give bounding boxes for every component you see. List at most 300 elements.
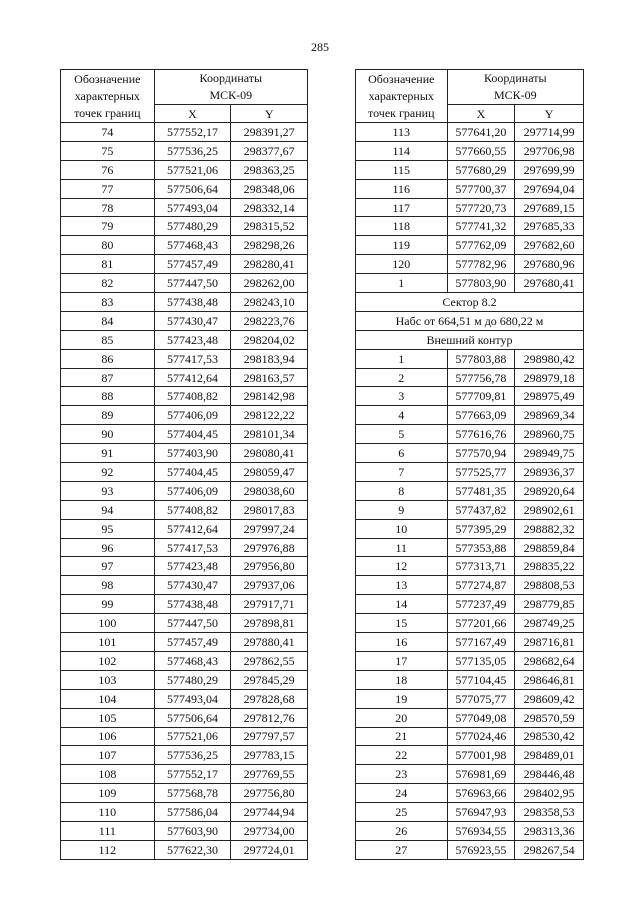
x-coordinate-cell: 577603,90 <box>154 821 231 840</box>
table-row <box>61 538 308 557</box>
point-header-line: Обозначение <box>368 71 435 86</box>
point-number-cell: 83 <box>61 293 155 312</box>
contour-label: Внешний контур <box>356 330 584 349</box>
y-coordinate-cell: 298570,59 <box>515 708 584 727</box>
x-coordinate-cell: 577412,64 <box>154 519 231 538</box>
x-coordinate-cell: 577417,53 <box>154 538 231 557</box>
y-coordinate-cell: 298059,47 <box>231 463 308 482</box>
table-row <box>61 557 308 576</box>
table-row <box>356 217 584 236</box>
y-coordinate-cell: 297769,55 <box>231 765 308 784</box>
x-coordinate-cell: 577481,35 <box>447 481 515 500</box>
table-row <box>61 368 308 387</box>
x-coordinate-cell: 577480,29 <box>154 217 231 236</box>
y-coordinate-cell: 298609,42 <box>515 689 584 708</box>
x-coordinate-cell: 576934,55 <box>447 821 515 840</box>
point-number-cell: 13 <box>356 576 448 595</box>
table-row <box>61 274 308 293</box>
x-coordinate-cell: 577423,48 <box>154 557 231 576</box>
x-coordinate-cell: 577641,20 <box>447 123 515 142</box>
point-number-cell: 100 <box>61 614 155 633</box>
table-row <box>356 651 584 670</box>
point-number-cell: 91 <box>61 444 155 463</box>
point-number-cell: 23 <box>356 765 448 784</box>
point-header-line: точек границ <box>368 105 435 120</box>
x-coordinate-cell: 577536,25 <box>154 141 231 160</box>
point-number-cell: 92 <box>61 463 155 482</box>
coordinates-header <box>154 70 307 105</box>
y-coordinate-cell: 298682,64 <box>515 651 584 670</box>
point-number-cell: 97 <box>61 557 155 576</box>
coordinates-header <box>447 70 583 105</box>
y-coordinate-cell: 297756,80 <box>231 784 308 803</box>
x-coordinate-cell: 577468,43 <box>154 651 231 670</box>
table-row <box>61 651 308 670</box>
table-row <box>61 293 308 312</box>
x-header: X <box>154 105 231 123</box>
x-coordinate-cell: 577417,53 <box>154 349 231 368</box>
y-coordinate-cell: 297682,60 <box>515 236 584 255</box>
y-coordinate-cell: 298835,22 <box>515 557 584 576</box>
table-row <box>356 160 584 179</box>
point-number-cell: 80 <box>61 236 155 255</box>
point-number-cell: 107 <box>61 746 155 765</box>
y-coordinate-cell: 297699,99 <box>515 160 584 179</box>
table-row <box>356 500 584 519</box>
x-coordinate-cell: 577049,08 <box>447 708 515 727</box>
table-row <box>356 784 584 803</box>
y-coordinate-cell: 297680,96 <box>515 255 584 274</box>
point-number-cell: 6 <box>356 444 448 463</box>
y-coordinate-cell: 298446,48 <box>515 765 584 784</box>
y-coordinate-cell: 297956,80 <box>231 557 308 576</box>
table-row <box>61 614 308 633</box>
coordinates-table-right <box>355 69 584 860</box>
point-number-cell: 84 <box>61 311 155 330</box>
point-number-cell: 108 <box>61 765 155 784</box>
x-coordinate-cell: 577001,98 <box>447 746 515 765</box>
point-number-cell: 85 <box>61 330 155 349</box>
table-row <box>61 311 308 330</box>
y-coordinate-cell: 298936,37 <box>515 463 584 482</box>
page-number: 285 <box>311 40 329 54</box>
point-number-cell: 110 <box>61 803 155 822</box>
y-coordinate-cell: 298975,49 <box>515 387 584 406</box>
y-coordinate-cell: 298530,42 <box>515 727 584 746</box>
y-coordinate-cell: 298080,41 <box>231 444 308 463</box>
table-row <box>356 576 584 595</box>
x-coordinate-cell: 577024,46 <box>447 727 515 746</box>
table-row <box>61 425 308 444</box>
table-row <box>356 746 584 765</box>
y-coordinate-cell: 298262,00 <box>231 274 308 293</box>
point-number-cell: 101 <box>61 633 155 652</box>
table-row <box>356 803 584 822</box>
point-number-cell: 88 <box>61 387 155 406</box>
x-coordinate-cell: 577570,94 <box>447 444 515 463</box>
point-number-cell: 24 <box>356 784 448 803</box>
y-coordinate-cell: 297976,88 <box>231 538 308 557</box>
y-coordinate-cell: 298969,34 <box>515 406 584 425</box>
point-number-cell: 76 <box>61 160 155 179</box>
x-coordinate-cell: 577741,32 <box>447 217 515 236</box>
x-coordinate-cell: 577408,82 <box>154 500 231 519</box>
point-number-cell: 9 <box>356 500 448 519</box>
y-coordinate-cell: 298163,57 <box>231 368 308 387</box>
y-coordinate-cell: 298122,22 <box>231 406 308 425</box>
x-coordinate-cell: 577167,49 <box>447 633 515 652</box>
table-row <box>356 727 584 746</box>
point-number-cell: 18 <box>356 670 448 689</box>
point-number-cell: 93 <box>61 481 155 500</box>
y-coordinate-cell: 297797,57 <box>231 727 308 746</box>
y-coordinate-cell: 298243,10 <box>231 293 308 312</box>
y-coordinate-cell: 298183,94 <box>231 349 308 368</box>
y-coordinate-cell: 298223,76 <box>231 311 308 330</box>
x-coordinate-cell: 577457,49 <box>154 255 231 274</box>
table-row <box>356 425 584 444</box>
table-row <box>356 557 584 576</box>
point-number-cell: 96 <box>61 538 155 557</box>
coordinates-header-title: Координаты <box>484 71 547 85</box>
right-table-body-top <box>356 123 584 293</box>
table-row <box>356 519 584 538</box>
x-coordinate-cell: 577506,64 <box>154 708 231 727</box>
x-coordinate-cell: 577586,04 <box>154 803 231 822</box>
table-row <box>61 746 308 765</box>
y-coordinate-cell: 297744,94 <box>231 803 308 822</box>
point-number-cell: 78 <box>61 198 155 217</box>
x-coordinate-cell: 577403,90 <box>154 444 231 463</box>
y-coordinate-cell: 298101,34 <box>231 425 308 444</box>
coordinate-system-label: МСК-09 <box>209 88 253 102</box>
table-row <box>356 765 584 784</box>
point-number-cell: 104 <box>61 689 155 708</box>
x-coordinate-cell: 577568,78 <box>154 784 231 803</box>
y-header: Y <box>515 105 584 123</box>
x-coordinate-cell: 577135,05 <box>447 651 515 670</box>
point-number-cell: 89 <box>61 406 155 425</box>
point-number-cell: 87 <box>61 368 155 387</box>
y-coordinate-cell: 297937,06 <box>231 576 308 595</box>
sector-title: Сектор 8.2 <box>356 293 584 312</box>
table-row <box>356 821 584 840</box>
table-row <box>61 179 308 198</box>
y-coordinate-cell: 298313,36 <box>515 821 584 840</box>
y-coordinate-cell: 297828,68 <box>231 689 308 708</box>
x-coordinate-cell: 577237,49 <box>447 595 515 614</box>
point-number-cell: 12 <box>356 557 448 576</box>
table-row <box>356 463 584 482</box>
point-header-line: Обозначение <box>74 71 141 86</box>
coordinates-table-left <box>60 69 308 860</box>
x-coordinate-cell: 577493,04 <box>154 198 231 217</box>
x-coordinate-cell: 577406,09 <box>154 481 231 500</box>
x-coordinate-cell: 577313,71 <box>447 557 515 576</box>
table-row <box>356 538 584 557</box>
point-number-cell: 113 <box>356 123 448 142</box>
y-coordinate-cell: 298716,81 <box>515 633 584 652</box>
y-coordinate-cell: 297862,55 <box>231 651 308 670</box>
table-row <box>356 708 584 727</box>
table-row <box>61 481 308 500</box>
point-header-line: характерных <box>74 88 140 103</box>
table-row <box>61 519 308 538</box>
point-number-cell: 102 <box>61 651 155 670</box>
point-number-cell: 81 <box>61 255 155 274</box>
point-number-cell: 7 <box>356 463 448 482</box>
x-coordinate-cell: 577430,47 <box>154 576 231 595</box>
table-row <box>61 803 308 822</box>
y-coordinate-cell: 298280,41 <box>231 255 308 274</box>
table-row <box>356 481 584 500</box>
table-row <box>61 387 308 406</box>
point-number-cell: 17 <box>356 651 448 670</box>
point-number-cell: 21 <box>356 727 448 746</box>
y-coordinate-cell: 298358,53 <box>515 803 584 822</box>
x-coordinate-cell: 577075,77 <box>447 689 515 708</box>
y-coordinate-cell: 298298,26 <box>231 236 308 255</box>
y-coordinate-cell: 298902,61 <box>515 500 584 519</box>
point-number-cell: 115 <box>356 160 448 179</box>
x-coordinate-cell: 577201,66 <box>447 614 515 633</box>
y-coordinate-cell: 298402,95 <box>515 784 584 803</box>
table-row <box>61 840 308 859</box>
point-number-cell: 105 <box>61 708 155 727</box>
x-coordinate-cell: 577457,49 <box>154 633 231 652</box>
table-row <box>61 141 308 160</box>
y-coordinate-cell: 297812,76 <box>231 708 308 727</box>
point-number-cell: 116 <box>356 179 448 198</box>
y-coordinate-cell: 298808,53 <box>515 576 584 595</box>
y-coordinate-cell: 298363,25 <box>231 160 308 179</box>
x-coordinate-cell: 577803,88 <box>447 349 515 368</box>
table-row <box>356 689 584 708</box>
x-coordinate-cell: 577404,45 <box>154 463 231 482</box>
y-coordinate-cell: 298204,02 <box>231 330 308 349</box>
point-number-cell: 106 <box>61 727 155 746</box>
table-row <box>356 444 584 463</box>
point-number-cell: 79 <box>61 217 155 236</box>
point-number-cell: 112 <box>61 840 155 859</box>
x-coordinate-cell: 577622,30 <box>154 840 231 859</box>
x-coordinate-cell: 577552,17 <box>154 123 231 142</box>
coordinates-header-title: Координаты <box>199 71 263 85</box>
table-row <box>61 349 308 368</box>
y-coordinate-cell: 298859,84 <box>515 538 584 557</box>
point-number-cell: 109 <box>61 784 155 803</box>
x-coordinate-cell: 577552,17 <box>154 765 231 784</box>
point-number-cell: 10 <box>356 519 448 538</box>
point-number-cell: 95 <box>61 519 155 538</box>
x-coordinate-cell: 576963,66 <box>447 784 515 803</box>
x-coordinate-cell: 577395,29 <box>447 519 515 538</box>
x-coordinate-cell: 577616,76 <box>447 425 515 444</box>
y-coordinate-cell: 298979,18 <box>515 368 584 387</box>
x-coordinate-cell: 577709,81 <box>447 387 515 406</box>
y-coordinate-cell: 297997,24 <box>231 519 308 538</box>
point-number-cell: 2 <box>356 368 448 387</box>
table-row <box>356 368 584 387</box>
right-table-body-bottom <box>356 349 584 859</box>
point-header-line: характерных <box>368 88 434 103</box>
y-coordinate-cell: 297783,15 <box>231 746 308 765</box>
table-row <box>356 255 584 274</box>
point-number-cell: 14 <box>356 595 448 614</box>
x-coordinate-cell: 577536,25 <box>154 746 231 765</box>
table-row <box>356 123 584 142</box>
x-coordinate-cell: 577762,09 <box>447 236 515 255</box>
table-row <box>61 633 308 652</box>
point-designation-header <box>61 70 155 123</box>
y-coordinate-cell: 297680,41 <box>515 274 584 293</box>
point-number-cell: 8 <box>356 481 448 500</box>
x-coordinate-cell: 577447,50 <box>154 614 231 633</box>
table-row <box>356 349 584 368</box>
point-number-cell: 118 <box>356 217 448 236</box>
x-coordinate-cell: 577447,50 <box>154 274 231 293</box>
point-number-cell: 90 <box>61 425 155 444</box>
sector-height-range: Набс от 664,51 м до 680,22 м <box>356 311 584 330</box>
x-coordinate-cell: 577353,88 <box>447 538 515 557</box>
y-coordinate-cell: 297845,29 <box>231 670 308 689</box>
table-row <box>356 670 584 689</box>
table-row <box>61 500 308 519</box>
point-number-cell: 5 <box>356 425 448 444</box>
y-coordinate-cell: 298391,27 <box>231 123 308 142</box>
y-coordinate-cell: 297714,99 <box>515 123 584 142</box>
table-row <box>61 198 308 217</box>
table-row <box>61 444 308 463</box>
x-coordinate-cell: 577404,45 <box>154 425 231 444</box>
x-coordinate-cell: 577525,77 <box>447 463 515 482</box>
x-coordinate-cell: 577663,09 <box>447 406 515 425</box>
point-number-cell: 3 <box>356 387 448 406</box>
point-number-cell: 1 <box>356 274 448 293</box>
point-number-cell: 4 <box>356 406 448 425</box>
y-coordinate-cell: 298038,60 <box>231 481 308 500</box>
table-row <box>61 123 308 142</box>
table-row <box>356 614 584 633</box>
point-number-cell: 98 <box>61 576 155 595</box>
y-coordinate-cell: 298980,42 <box>515 349 584 368</box>
y-coordinate-cell: 298332,14 <box>231 198 308 217</box>
point-number-cell: 15 <box>356 614 448 633</box>
table-row <box>61 330 308 349</box>
table-row <box>356 387 584 406</box>
x-coordinate-cell: 577680,29 <box>447 160 515 179</box>
table-row <box>61 217 308 236</box>
table-row <box>61 463 308 482</box>
x-coordinate-cell: 577468,43 <box>154 236 231 255</box>
point-number-cell: 26 <box>356 821 448 840</box>
point-number-cell: 103 <box>61 670 155 689</box>
x-coordinate-cell: 577274,87 <box>447 576 515 595</box>
y-coordinate-cell: 298489,01 <box>515 746 584 765</box>
point-number-cell: 1 <box>356 349 448 368</box>
point-number-cell: 111 <box>61 821 155 840</box>
x-coordinate-cell: 577756,78 <box>447 368 515 387</box>
y-coordinate-cell: 297685,33 <box>515 217 584 236</box>
x-coordinate-cell: 577406,09 <box>154 406 231 425</box>
point-number-cell: 20 <box>356 708 448 727</box>
table-row <box>356 236 584 255</box>
point-number-cell: 11 <box>356 538 448 557</box>
left-table-body <box>61 123 308 860</box>
x-coordinate-cell: 577104,45 <box>447 670 515 689</box>
table-row <box>61 236 308 255</box>
y-coordinate-cell: 298017,83 <box>231 500 308 519</box>
x-coordinate-cell: 577430,47 <box>154 311 231 330</box>
table-row <box>356 198 584 217</box>
x-coordinate-cell: 577506,64 <box>154 179 231 198</box>
table-row <box>356 595 584 614</box>
y-coordinate-cell: 298267,54 <box>515 840 584 859</box>
table-row <box>356 840 584 859</box>
y-coordinate-cell: 298949,75 <box>515 444 584 463</box>
x-coordinate-cell: 577782,96 <box>447 255 515 274</box>
table-row <box>61 689 308 708</box>
x-coordinate-cell: 577521,06 <box>154 727 231 746</box>
point-header-line: точек границ <box>74 105 141 120</box>
table-row <box>356 274 584 293</box>
x-coordinate-cell: 577660,55 <box>447 141 515 160</box>
point-number-cell: 22 <box>356 746 448 765</box>
point-number-cell: 114 <box>356 141 448 160</box>
coordinate-system-label: МСК-09 <box>493 88 537 102</box>
point-number-cell: 74 <box>61 123 155 142</box>
table-row <box>61 670 308 689</box>
y-coordinate-cell: 298882,32 <box>515 519 584 538</box>
y-coordinate-cell: 297689,15 <box>515 198 584 217</box>
y-coordinate-cell: 298920,64 <box>515 481 584 500</box>
x-coordinate-cell: 577803,90 <box>447 274 515 293</box>
y-coordinate-cell: 297734,00 <box>231 821 308 840</box>
table-row <box>61 595 308 614</box>
point-number-cell: 86 <box>61 349 155 368</box>
table-row <box>356 406 584 425</box>
point-number-cell: 77 <box>61 179 155 198</box>
y-coordinate-cell: 298142,98 <box>231 387 308 406</box>
point-number-cell: 82 <box>61 274 155 293</box>
point-number-cell: 27 <box>356 840 448 859</box>
x-coordinate-cell: 576981,69 <box>447 765 515 784</box>
x-coordinate-cell: 577521,06 <box>154 160 231 179</box>
table-row <box>356 141 584 160</box>
point-number-cell: 119 <box>356 236 448 255</box>
y-coordinate-cell: 298749,25 <box>515 614 584 633</box>
x-coordinate-cell: 577408,82 <box>154 387 231 406</box>
x-coordinate-cell: 577438,48 <box>154 293 231 312</box>
table-row <box>61 727 308 746</box>
y-coordinate-cell: 297724,01 <box>231 840 308 859</box>
y-coordinate-cell: 298960,75 <box>515 425 584 444</box>
table-row <box>61 406 308 425</box>
point-number-cell: 16 <box>356 633 448 652</box>
point-designation-header <box>356 70 448 123</box>
y-coordinate-cell: 298779,85 <box>515 595 584 614</box>
y-coordinate-cell: 298646,81 <box>515 670 584 689</box>
y-coordinate-cell: 297880,41 <box>231 633 308 652</box>
table-row <box>61 576 308 595</box>
x-header: X <box>447 105 515 123</box>
point-number-cell: 99 <box>61 595 155 614</box>
table-row <box>61 821 308 840</box>
x-coordinate-cell: 576923,55 <box>447 840 515 859</box>
point-number-cell: 75 <box>61 141 155 160</box>
x-coordinate-cell: 576947,93 <box>447 803 515 822</box>
y-coordinate-cell: 297898,81 <box>231 614 308 633</box>
